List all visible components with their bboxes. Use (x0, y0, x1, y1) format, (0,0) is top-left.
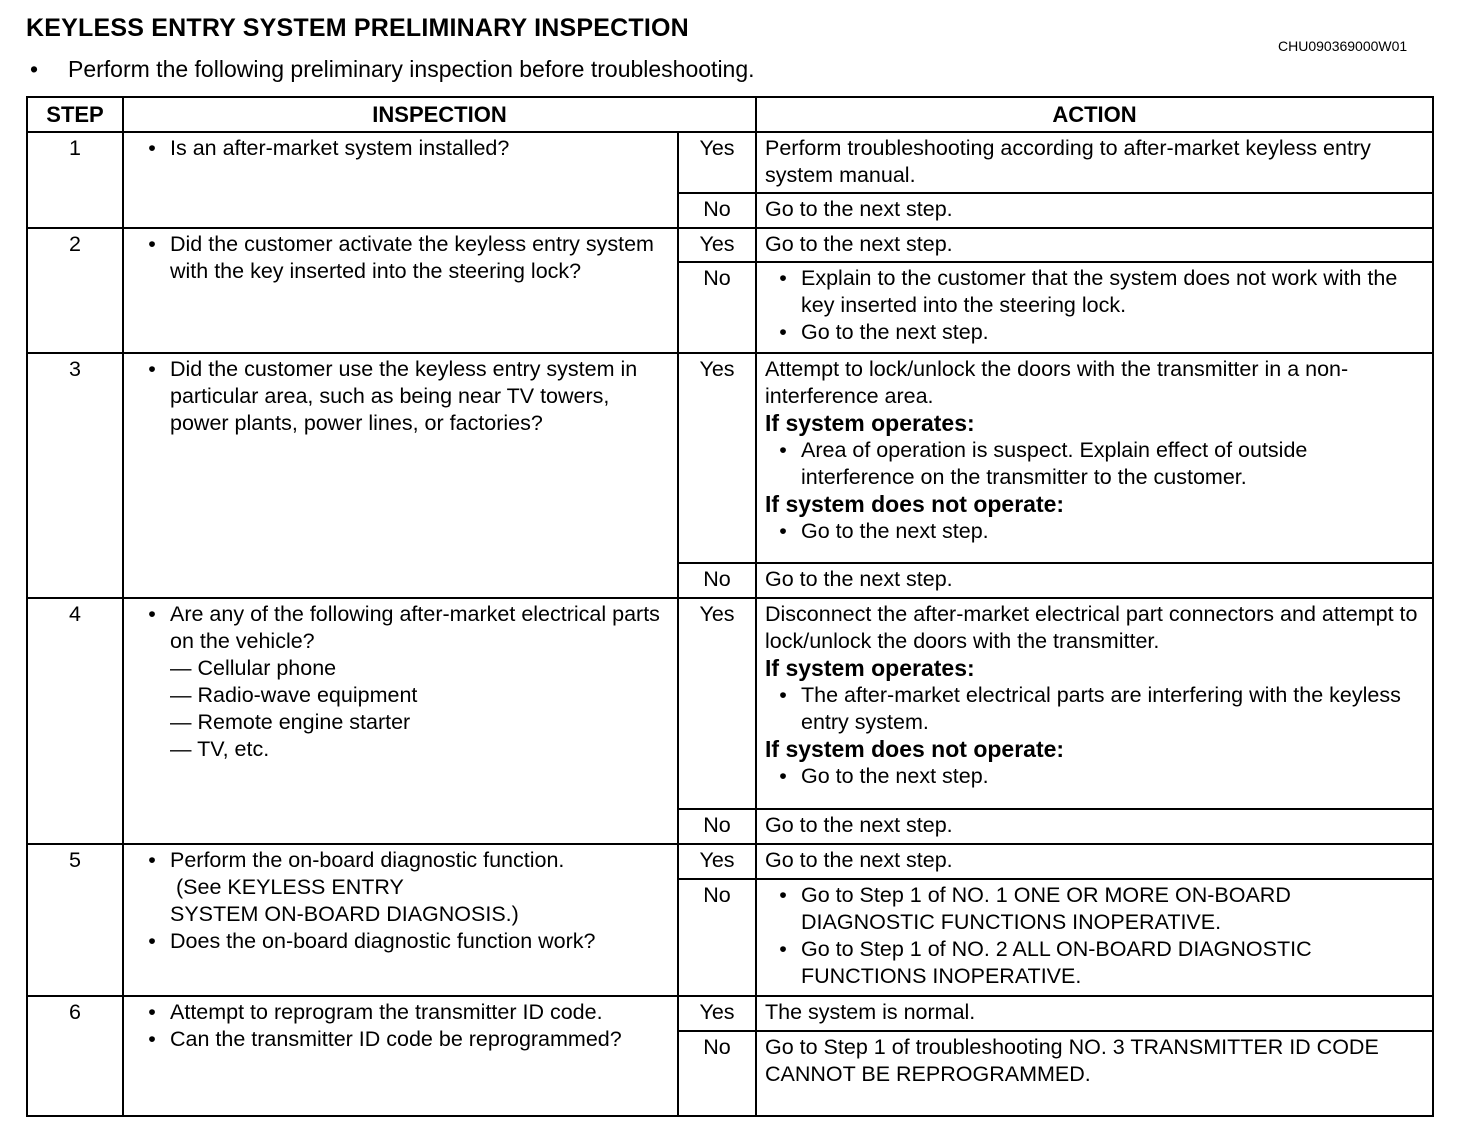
no-action: Go to the next step. (756, 193, 1433, 228)
question-text: Did the customer activate the keyless entry system with the key inserted into the steering lock? (170, 232, 654, 283)
bullet-icon: • (779, 883, 787, 907)
step-number: 6 (27, 996, 123, 1116)
yes-action (756, 353, 1433, 563)
bullet-icon: • (779, 438, 787, 462)
document-code: CHU090369000W01 (1278, 38, 1408, 54)
bullet-icon: • (148, 232, 156, 256)
list-item: — TV, etc. (170, 737, 270, 761)
bullet-icon: • (779, 683, 787, 707)
action-bullet: Go to the next step. (801, 519, 989, 543)
action-text: Attempt to lock/unlock the doors with the transmitter in a non-interference area. (765, 357, 1349, 408)
header-inspection: INSPECTION (123, 97, 756, 132)
action-bullet: Go to Step 1 of NO. 1 ONE OR MORE ON-BOARD DIAGNOSTIC FUNCTIONS INOPERATIVE. (801, 883, 1291, 934)
bullet-icon: • (779, 937, 787, 961)
table-row (27, 353, 1433, 563)
yes-action (756, 598, 1433, 809)
bullet-icon: • (148, 1027, 156, 1051)
no-action: Go to the next step. (756, 809, 1433, 844)
header-step: STEP (27, 97, 123, 132)
see-reference: (See KEYLESS ENTRY (176, 875, 404, 899)
step-number: 2 (27, 228, 123, 353)
question-text: Did the customer use the keyless entry system in particular area, such as being near TV towers, power plants, power lines, or factories? (170, 357, 638, 435)
bullet-icon: • (779, 519, 787, 543)
bullet-icon: • (148, 136, 156, 160)
no-label: No (678, 262, 756, 353)
inspection-cell (123, 132, 678, 228)
yes-label: Yes (678, 228, 756, 262)
no-label: No (678, 809, 756, 844)
yes-label: Yes (678, 598, 756, 809)
yes-label: Yes (678, 353, 756, 563)
condition-heading: If system operates: (765, 655, 975, 681)
bullet-icon: • (148, 602, 156, 626)
header-action: ACTION (756, 97, 1433, 132)
bullet-icon: • (148, 357, 156, 381)
condition-heading: If system does not operate: (765, 491, 1065, 517)
step-number: 3 (27, 353, 123, 598)
question-text: Attempt to reprogram the transmitter ID code. (170, 1000, 603, 1024)
no-label: No (678, 879, 756, 996)
list-item: — Cellular phone (170, 656, 337, 680)
page-title: KEYLESS ENTRY SYSTEM PRELIMINARY INSPECTION (26, 14, 689, 42)
intro-label: Perform the following preliminary inspection before troubleshooting. (68, 56, 755, 82)
bullet-icon: • (779, 320, 787, 344)
inspection-cell (123, 844, 678, 996)
no-action (756, 879, 1433, 996)
question-text: Does the on-board diagnostic function work? (170, 929, 596, 953)
no-label: No (678, 193, 756, 228)
yes-action: The system is normal. (756, 996, 1433, 1031)
yes-label: Yes (678, 996, 756, 1031)
action-bullet: Go to the next step. (801, 764, 989, 788)
table-header-row (27, 97, 1433, 132)
action-bullet: Explain to the customer that the system does not work with the key inserted into the steering lock. (801, 266, 1398, 317)
table-row (27, 228, 1433, 262)
action-text: Disconnect the after-market electrical part connectors and attempt to lock/unlock the doors with the transmitter. (765, 602, 1418, 653)
inspection-cell (123, 353, 678, 598)
yes-action: Go to the next step. (756, 228, 1433, 262)
no-action (756, 262, 1433, 353)
yes-action: Perform troubleshooting according to after-market keyless entry system manual. (756, 132, 1433, 193)
bullet-icon: • (779, 266, 787, 290)
bullet-icon: • (148, 848, 156, 872)
action-bullet: Area of operation is suspect. Explain effect of outside interference on the transmitter to the customer. (801, 438, 1308, 489)
action-bullet: The after-market electrical parts are interfering with the keyless entry system. (801, 683, 1401, 734)
step-number: 4 (27, 598, 123, 844)
question-text: Perform the on-board diagnostic function. (170, 848, 565, 872)
action-bullet: Go to Step 1 of NO. 2 ALL ON-BOARD DIAGNOSTIC FUNCTIONS INOPERATIVE. (801, 937, 1312, 988)
bullet-icon: • (779, 764, 787, 788)
condition-heading: If system operates: (765, 410, 975, 436)
bullet-icon: • (30, 56, 39, 82)
step-number: 5 (27, 844, 123, 996)
no-action: Go to Step 1 of troubleshooting NO. 3 TRANSMITTER ID CODE CANNOT BE REPROGRAMMED. (756, 1031, 1433, 1116)
table-row (27, 996, 1433, 1031)
list-item: — Radio-wave equipment (170, 683, 418, 707)
inspection-cell (123, 996, 678, 1116)
action-bullet: Go to the next step. (801, 320, 989, 344)
step-number: 1 (27, 132, 123, 228)
condition-heading: If system does not operate: (765, 736, 1065, 762)
bullet-icon: • (148, 929, 156, 953)
question-text: Can the transmitter ID code be reprogrammed? (170, 1027, 622, 1051)
intro-text (30, 56, 755, 83)
yes-label: Yes (678, 844, 756, 879)
list-item: — Remote engine starter (170, 710, 411, 734)
inspection-table (26, 96, 1434, 1117)
no-label: No (678, 1031, 756, 1116)
see-reference: SYSTEM ON-BOARD DIAGNOSIS.) (170, 902, 519, 926)
question-text: Are any of the following after-market electrical parts on the vehicle? (170, 602, 660, 653)
table-row (27, 598, 1433, 809)
question-text: Is an after-market system installed? (170, 136, 510, 160)
no-action: Go to the next step. (756, 563, 1433, 598)
inspection-cell (123, 228, 678, 353)
table-row (27, 844, 1433, 879)
no-label: No (678, 563, 756, 598)
yes-label: Yes (678, 132, 756, 193)
inspection-cell (123, 598, 678, 844)
yes-action: Go to the next step. (756, 844, 1433, 879)
bullet-icon: • (148, 1000, 156, 1024)
table-row (27, 132, 1433, 193)
